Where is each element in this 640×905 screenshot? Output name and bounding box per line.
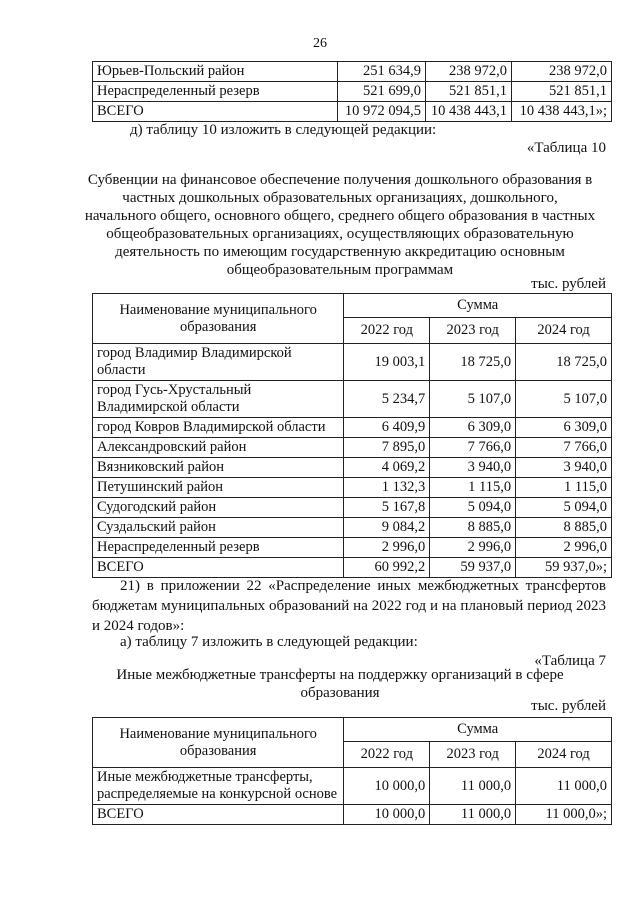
row-name: город Владимир Владимирской области xyxy=(93,344,344,381)
row-name: Александровский район xyxy=(93,438,344,458)
header-sum: Сумма xyxy=(344,294,612,318)
header-year: 2023 год xyxy=(430,318,516,344)
value-2024: 521 851,1 xyxy=(512,82,612,102)
table-row xyxy=(93,438,612,458)
table-row xyxy=(93,344,612,381)
row-name: город Ковров Владимирской области xyxy=(93,418,344,438)
header-year: 2024 год xyxy=(516,742,612,768)
value-2023: 3 940,0 xyxy=(430,458,516,478)
row-name: Иные межбюджетные трансферты, распределяемые на конкурсной основе xyxy=(93,768,344,805)
table-row xyxy=(93,538,612,558)
table10-title xyxy=(80,171,600,279)
header-year: 2022 год xyxy=(344,742,430,768)
value-2023: 6 309,0 xyxy=(430,418,516,438)
value-2023: 521 851,1 xyxy=(426,82,512,102)
table7-label: «Таблица 7 xyxy=(534,653,606,669)
page-number: 26 xyxy=(313,36,327,51)
value-2022: 251 634,9 xyxy=(338,62,426,82)
value-2023: 238 972,0 xyxy=(426,62,512,82)
row-name: Нераспределенный резерв xyxy=(93,82,338,102)
value-2022: 6 409,9 xyxy=(344,418,430,438)
total-row xyxy=(93,102,612,122)
header-row xyxy=(93,718,612,742)
value-2023: 18 725,0 xyxy=(430,344,516,381)
value-2024: 18 725,0 xyxy=(516,344,612,381)
value-2023: 7 766,0 xyxy=(430,438,516,458)
value-2024: 5 107,0 xyxy=(516,381,612,418)
total-2023: 59 937,0 xyxy=(430,558,516,578)
row-name: Вязниковский район xyxy=(93,458,344,478)
value-2022: 1 132,3 xyxy=(344,478,430,498)
total-2023: 11 000,0 xyxy=(430,805,516,825)
value-2023: 5 107,0 xyxy=(430,381,516,418)
total-2024: 11 000,0»; xyxy=(516,805,612,825)
units-label: тыс. рублей xyxy=(531,698,606,714)
units-label: тыс. рублей xyxy=(531,276,606,292)
table-row xyxy=(93,478,612,498)
paragraph-a: а) таблицу 7 изложить в следующей редакции: xyxy=(120,634,418,650)
total-label: ВСЕГО xyxy=(93,558,344,578)
total-2024: 10 438 443,1»; xyxy=(512,102,612,122)
value-2024: 1 115,0 xyxy=(516,478,612,498)
table10 xyxy=(92,293,612,578)
value-2024: 8 885,0 xyxy=(516,518,612,538)
header-year: 2023 год xyxy=(430,742,516,768)
value-2024: 6 309,0 xyxy=(516,418,612,438)
table-row xyxy=(93,82,612,102)
value-2023: 2 996,0 xyxy=(430,538,516,558)
table-row xyxy=(93,768,612,805)
value-2024: 11 000,0 xyxy=(516,768,612,805)
row-name: Нераспределенный резерв xyxy=(93,538,344,558)
total-2022: 60 992,2 xyxy=(344,558,430,578)
header-sum: Сумма xyxy=(344,718,612,742)
total-label: ВСЕГО xyxy=(93,805,344,825)
table-row xyxy=(93,62,612,82)
value-2024: 238 972,0 xyxy=(512,62,612,82)
header-year: 2024 год xyxy=(516,318,612,344)
table-row xyxy=(93,518,612,538)
continuation-table xyxy=(92,61,612,122)
header-name: Наименование муниципального образования xyxy=(93,294,344,344)
title-line: деятельность по имеющим государственную аккредитацию основным xyxy=(115,244,565,260)
total-row xyxy=(93,805,612,825)
title-line: общеобразовательным программам xyxy=(226,262,454,278)
value-2022: 5 167,8 xyxy=(344,498,430,518)
title-line: Субвенции на финансовое обеспечение получения дошкольного образования в xyxy=(87,172,593,188)
table-row xyxy=(93,498,612,518)
table-row xyxy=(93,458,612,478)
value-2023: 11 000,0 xyxy=(430,768,516,805)
table7 xyxy=(92,717,612,825)
table7-title xyxy=(80,666,600,702)
title-line: частных дошкольных образовательных организациях, дошкольного, xyxy=(122,190,558,206)
value-2024: 7 766,0 xyxy=(516,438,612,458)
table-row xyxy=(93,381,612,418)
value-2022: 4 069,2 xyxy=(344,458,430,478)
value-2022: 10 000,0 xyxy=(344,768,430,805)
total-label: ВСЕГО xyxy=(93,102,338,122)
row-name: Судогодский район xyxy=(93,498,344,518)
row-name: Юрьев-Польский район xyxy=(93,62,338,82)
table-row xyxy=(93,418,612,438)
header-year: 2022 год xyxy=(344,318,430,344)
row-name: Петушинский район xyxy=(93,478,344,498)
title-line: образования xyxy=(300,685,380,701)
header-name: Наименование муниципального образования xyxy=(93,718,344,768)
total-2022: 10 972 094,5 xyxy=(338,102,426,122)
value-2024: 2 996,0 xyxy=(516,538,612,558)
value-2023: 1 115,0 xyxy=(430,478,516,498)
value-2022: 9 084,2 xyxy=(344,518,430,538)
value-2023: 8 885,0 xyxy=(430,518,516,538)
value-2024: 5 094,0 xyxy=(516,498,612,518)
title-line: общеобразовательных организациях, осуществляющих образовательную xyxy=(106,226,574,242)
row-name: Суздальский район xyxy=(93,518,344,538)
value-2022: 19 003,1 xyxy=(344,344,430,381)
value-2022: 2 996,0 xyxy=(344,538,430,558)
total-2024: 59 937,0»; xyxy=(516,558,612,578)
header-row xyxy=(93,294,612,318)
row-name: город Гусь-Хрустальный Владимирской области xyxy=(93,381,344,418)
value-2022: 5 234,7 xyxy=(344,381,430,418)
value-2022: 521 699,0 xyxy=(338,82,426,102)
value-2022: 7 895,0 xyxy=(344,438,430,458)
paragraph-21: 21) в приложении 22 «Распределение иных межбюджетных трансфертов бюджетам муниципальных образований на 2022 год и на плановый период 2023 и 2024 годов»: xyxy=(92,578,606,634)
value-2023: 5 094,0 xyxy=(430,498,516,518)
total-2022: 10 000,0 xyxy=(344,805,430,825)
value-2024: 3 940,0 xyxy=(516,458,612,478)
total-row xyxy=(93,558,612,578)
title-line: начального общего, основного общего, среднего общего образования в частных xyxy=(84,208,596,224)
table10-label: «Таблица 10 xyxy=(526,140,606,156)
paragraph-d: д) таблицу 10 изложить в следующей редакции: xyxy=(130,122,437,138)
total-2023: 10 438 443,1 xyxy=(426,102,512,122)
title-line: Иные межбюджетные трансферты на поддержку организаций в сфере xyxy=(116,667,564,683)
